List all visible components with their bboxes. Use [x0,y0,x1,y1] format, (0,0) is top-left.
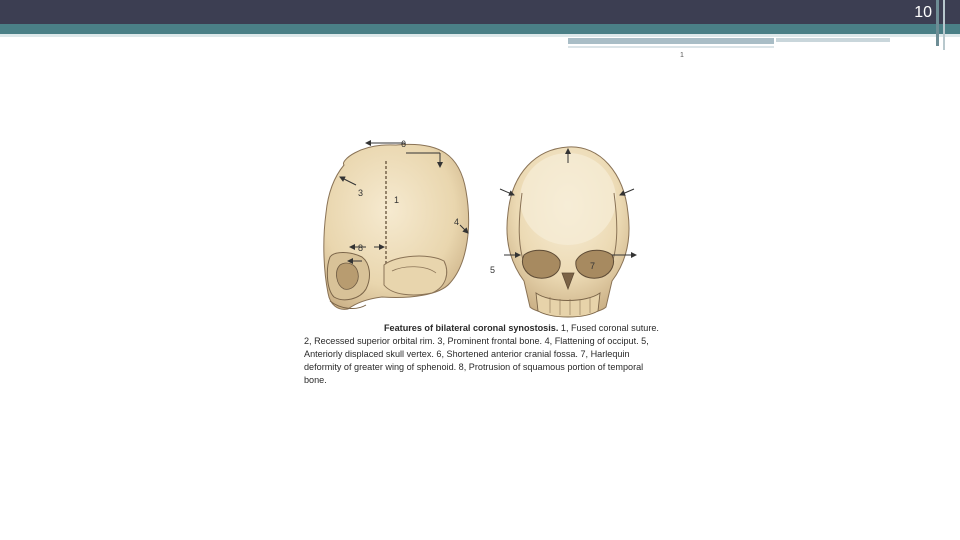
header-accent-underline [568,46,774,48]
header-accent-strip-short [776,38,890,42]
corner-vertical-bar [936,0,939,46]
label-1: 1 [394,195,400,205]
frontal-skull-view [490,147,636,317]
header-bar [0,0,960,24]
label-7: 7 [590,261,596,271]
figure-caption [304,322,664,387]
corner-vertical-bar-light [943,0,945,50]
header-teal-stripe [0,24,960,34]
label-5: 5 [490,265,496,275]
label-3: 3 [358,188,364,198]
label-6: 6 [401,139,407,149]
label-8: 8 [358,243,364,253]
skull-drawing [300,133,662,323]
caption-body: 1, Fused coronal suture. 2, Recessed superior orbital rim. 3, Prominent frontal bone. 4, Flattening of occiput. 5, Anteriorly displaced skull vertex. 6, Shortened anterior cranial fossa. 7, Harlequin deformity of greater wing of sphenoid. 8, Protrusion of squamous portion of temporal bone. [304,323,659,385]
small-mark: 1 [680,52,684,59]
header-accent-strip [568,38,774,44]
header-light-line [0,34,960,37]
label-4: 4 [454,217,460,227]
slide-number: 10 [914,4,932,21]
lateral-skull-view [324,139,469,309]
caption-title: Features of bilateral coronal synostosis. [384,323,559,333]
